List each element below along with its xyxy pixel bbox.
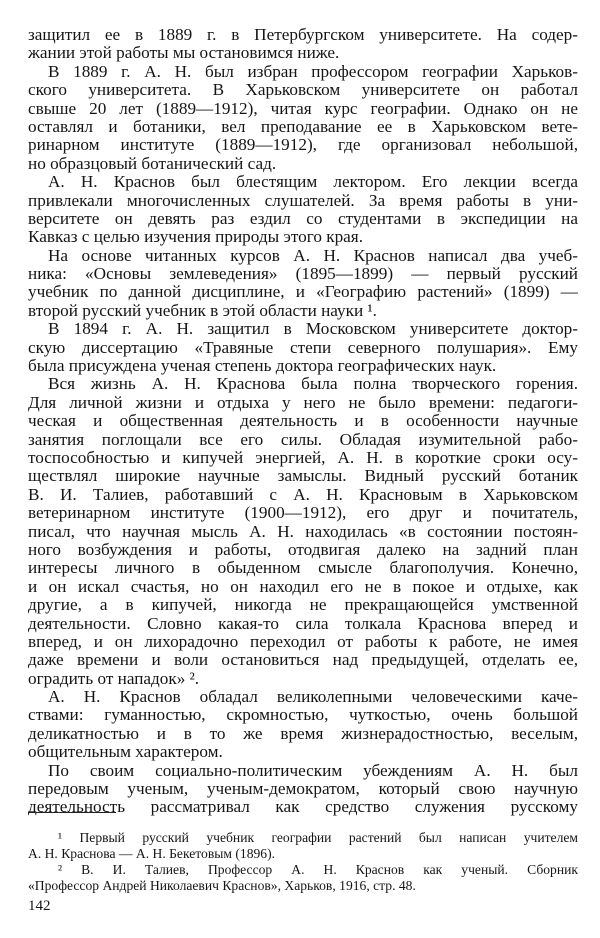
text-line: ника: «Основы землеведения» (1895—1899) — первый русский (28, 264, 578, 284)
text-line: ского университета. В Харьковском университете он работал (28, 80, 578, 100)
paragraph (28, 247, 578, 321)
text-line: На основе читанных курсов А. Н. Краснов написал два учеб- (48, 245, 578, 265)
footnote-line: ¹ Первый русский учебник географии растений был написан учителем (58, 830, 578, 845)
footnote-1 (28, 830, 578, 862)
paragraph (28, 173, 578, 247)
text-line: но образцовый ботанический сад. (28, 153, 277, 173)
text-line: В 1894 г. А. Н. защитил в Московском университете доктор- (48, 319, 578, 339)
text-line: ветеринарном институте (1900—1912), его друг и почитатель, (28, 503, 578, 523)
text-line: вперед, и он лихорадочно переходил от работы к работе, не имея (28, 631, 578, 651)
paragraph (28, 375, 578, 688)
text-line: ческая и общественная деятельность и в особенности научные (28, 411, 578, 431)
text-line: В 1889 г. А. Н. был избран профессором географии Харьков- (48, 61, 578, 81)
text-line: По своим социально-политическим убеждениям А. Н. был (48, 760, 578, 780)
paragraph (28, 63, 578, 173)
text-line: деятельности. Словно какая-то сила толкала Краснова вперед и (28, 613, 578, 633)
text-line: оградить от нападок» ². (28, 668, 200, 688)
text-line: общительным характером. (28, 742, 223, 762)
text-line: второй русский учебник в этой области науки ¹. (28, 300, 377, 320)
text-line: А. Н. Краснов был блестящим лектором. Его лекции всегда (48, 172, 578, 192)
text-line: привлекали многочисленных слушателей. За время работы в уни- (28, 190, 578, 210)
book-page-body (28, 26, 578, 817)
text-line: учебник по данной дисциплине, и «Географию растений» (1899) — (28, 282, 578, 302)
paragraph (28, 320, 578, 375)
footnote-line: ² В. И. Талиев, Профессор А. Н. Краснов как ученый. Сборник (58, 862, 578, 877)
footnotes (28, 830, 578, 894)
text-line: была присуждена ученая степень доктора географических наук. (28, 356, 497, 376)
text-line: ствами: гуманностью, скромностью, чуткостью, очень большой (28, 705, 578, 725)
text-line: свыше 20 лет (1889—1912), читая курс географии. Однако он не (28, 98, 578, 118)
text-line: жании этой работы мы остановимся ниже. (28, 43, 340, 63)
footnote-line: А. Н. Краснова — А. Н. Бекетовым (1896). (28, 846, 276, 861)
text-line: защитил ее в 1889 г. в Петербургском университете. На содер- (28, 25, 578, 44)
footnote-divider (28, 812, 116, 813)
page-number: 142 (28, 898, 51, 914)
text-line: оставлял и ботаники, вел преподавание ее в Харьковском вете- (28, 116, 578, 136)
text-line: писал, что научная мысль А. Н. находилась «в состоянии постоян- (28, 521, 578, 541)
text-line: верситете он девять раз ездил со студентами в экспедиции на (28, 208, 578, 228)
text-line: деятельность рассматривал как средство служения русскому (28, 797, 578, 817)
text-line: скую диссертацию «Травяные степи северного полушария». Ему (28, 337, 578, 357)
text-line: тоспособностью и кипучей энергией, А. Н. в короткие сроки осу- (28, 447, 578, 467)
text-line: даже времени и воли остановиться над предыдущей, отделать ее, (28, 650, 578, 670)
text-line: интересы личного в обыденном смысле благополучия. Конечно, (28, 558, 578, 578)
text-line: В. И. Талиев, работавший с А. Н. Красновым в Харьковском (28, 484, 578, 504)
text-line: Вся жизнь А. Н. Краснова была полна творческого горения. (48, 374, 578, 394)
text-line: Кавказ с целью изучения природы этого края. (28, 227, 363, 247)
text-line: ществлял широкие научные замыслы. Видный русский ботаник (28, 466, 578, 486)
text-line: и он искал счастья, но он находил его не в покое и отдыхе, как (28, 576, 578, 596)
footnote-2 (28, 862, 578, 894)
text-line: передовым ученым, ученым-демократом, который свою научную (28, 779, 578, 799)
text-line: ного возбуждения и работы, отодвигая далеко на задний план (28, 539, 578, 559)
text-line: А. Н. Краснов обладал великолепными человеческими каче- (48, 687, 578, 707)
paragraph (28, 26, 578, 63)
text-line: деликатностью и в то же время жизнерадостностью, веселым, (28, 723, 578, 743)
footnote-line: «Профессор Андрей Николаевич Краснов», Харьков, 1916, стр. 48. (28, 878, 416, 893)
paragraph (28, 762, 578, 817)
text-line: другие, а в кипучей, никогда не прекращающейся умственной (28, 595, 578, 615)
text-line: занятия поглощали все его силы. Обладая изумительной рабо- (28, 429, 578, 449)
text-line: ринарном институте (1889—1912), где организовал небольшой, (28, 135, 578, 155)
text-line: Для личной жизни и отдыха у него не было времени: педагоги- (28, 392, 578, 412)
paragraph (28, 688, 578, 762)
